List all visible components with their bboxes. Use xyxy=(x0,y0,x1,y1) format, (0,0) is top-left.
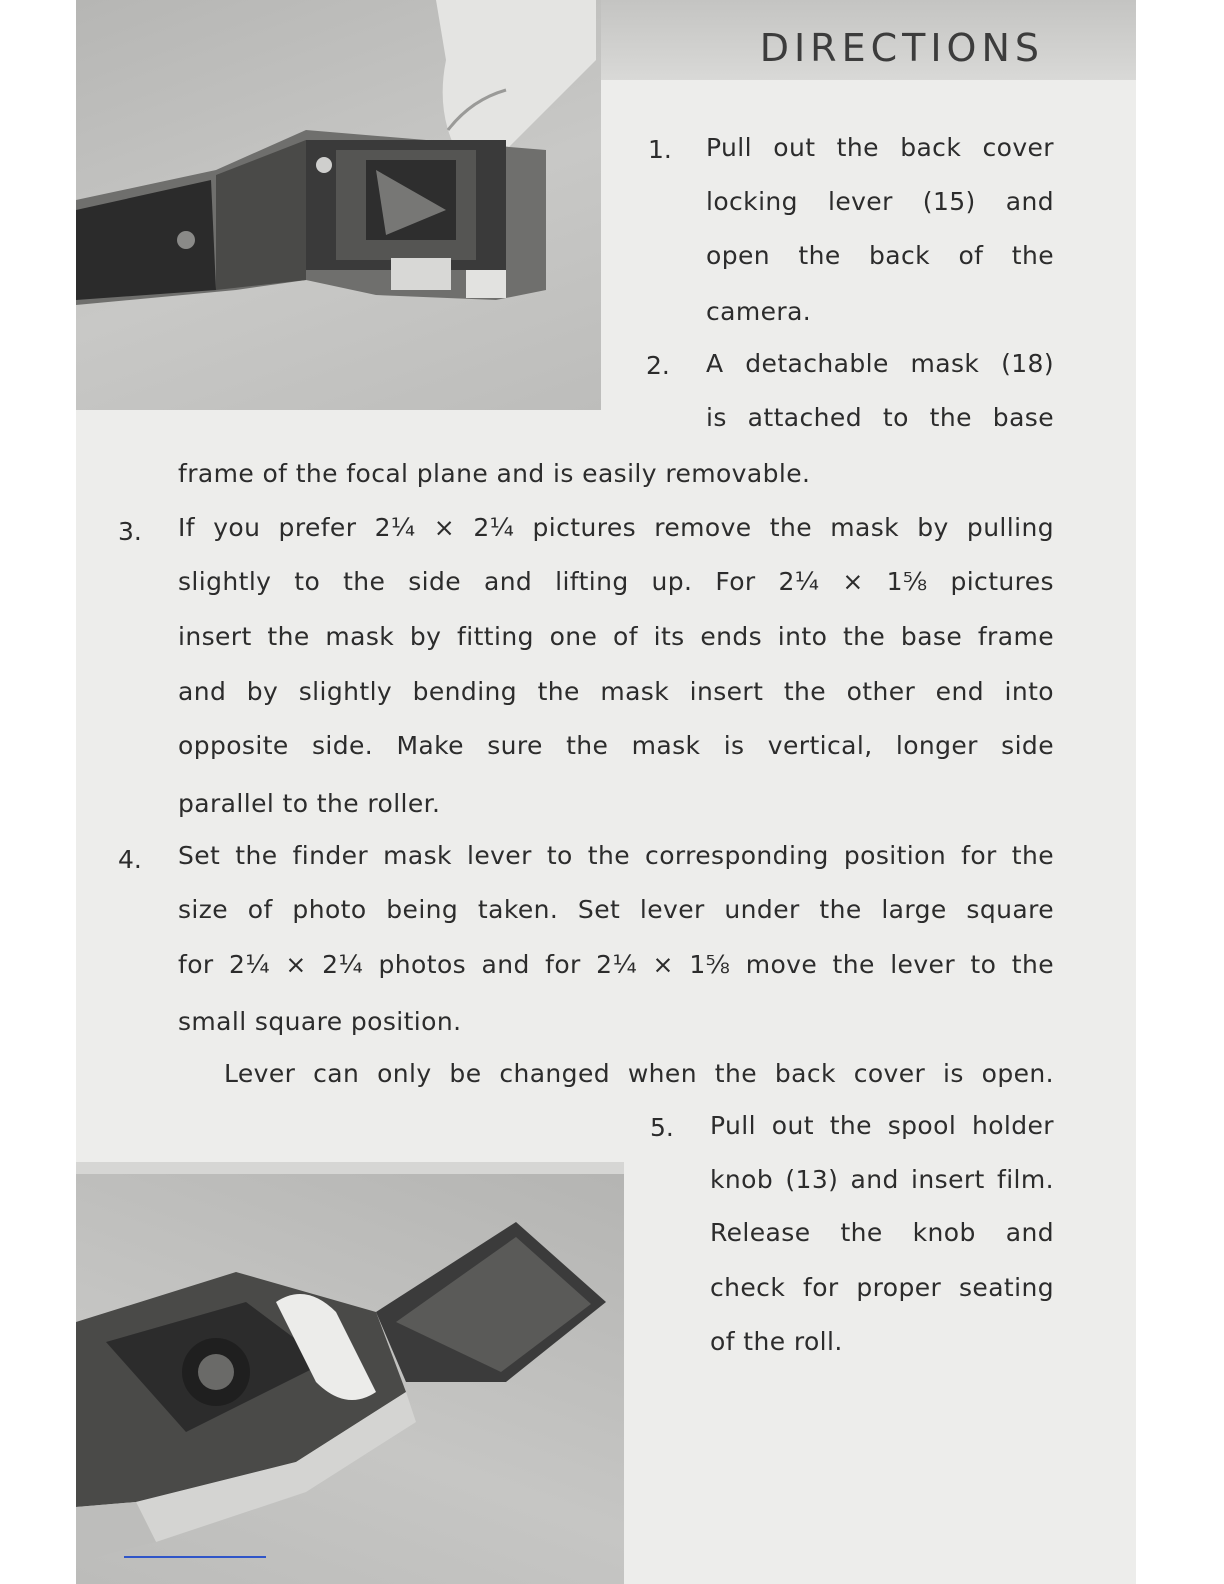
camera-film-insertion-photo xyxy=(76,1162,624,1584)
step-5-line-1: Pull out the spool holder xyxy=(710,1111,1054,1140)
link-underline xyxy=(124,1556,266,1558)
step-4-line-2: size of photo being taken. Set lever under the large square xyxy=(178,895,1054,924)
step-1-line-3: open the back of the xyxy=(706,241,1054,270)
step-4-number: 4. xyxy=(118,845,142,874)
step-2-line-3: frame of the focal plane and is easily removable. xyxy=(178,459,811,488)
step-5-number: 5. xyxy=(650,1113,674,1142)
step-5-line-5: of the roll. xyxy=(710,1327,843,1356)
step-4-line-1: Set the finder mask lever to the corresponding position for the xyxy=(178,841,1054,870)
step-2-line-1: A detachable mask (18) xyxy=(706,349,1054,378)
step-3-line-5: opposite side. Make sure the mask is vertical, longer side xyxy=(178,731,1054,760)
step-3-line-1: If you prefer 2¼ × 2¼ pictures remove the mask by pulling xyxy=(178,513,1054,542)
page-title: DIRECTIONS xyxy=(759,26,1044,70)
step-4-note: Lever can only be changed when the back cover is open. xyxy=(224,1059,1054,1088)
step-4-line-4: small square position. xyxy=(178,1007,462,1036)
step-1-line-1: Pull out the back cover xyxy=(706,133,1054,162)
step-4-line-3: for 2¼ × 2¼ photos and for 2¼ × 1⅝ move the lever to the xyxy=(178,950,1054,979)
step-3-line-3: insert the mask by fitting one of its ends into the base frame xyxy=(178,622,1054,651)
step-2-line-2: is attached to the base xyxy=(706,403,1054,432)
step-3-line-6: parallel to the roller. xyxy=(178,789,441,818)
step-5-line-2: knob (13) and insert film. xyxy=(710,1165,1054,1194)
step-2-number: 2. xyxy=(646,351,670,380)
step-5-line-3: Release the knob and xyxy=(710,1218,1054,1247)
manual-page xyxy=(76,0,1136,1584)
step-3-line-4: and by slightly bending the mask insert the other end into xyxy=(178,677,1054,706)
step-5-line-4: check for proper seating xyxy=(710,1273,1054,1302)
step-1-line-4: camera. xyxy=(706,297,812,326)
step-3-line-2: slightly to the side and lifting up. For 2¼ × 1⅝ pictures xyxy=(178,567,1054,596)
camera-back-open-photo xyxy=(76,0,601,410)
step-1-number: 1. xyxy=(648,135,672,164)
step-3-number: 3. xyxy=(118,517,142,546)
step-1-line-2: locking lever (15) and xyxy=(706,187,1054,216)
